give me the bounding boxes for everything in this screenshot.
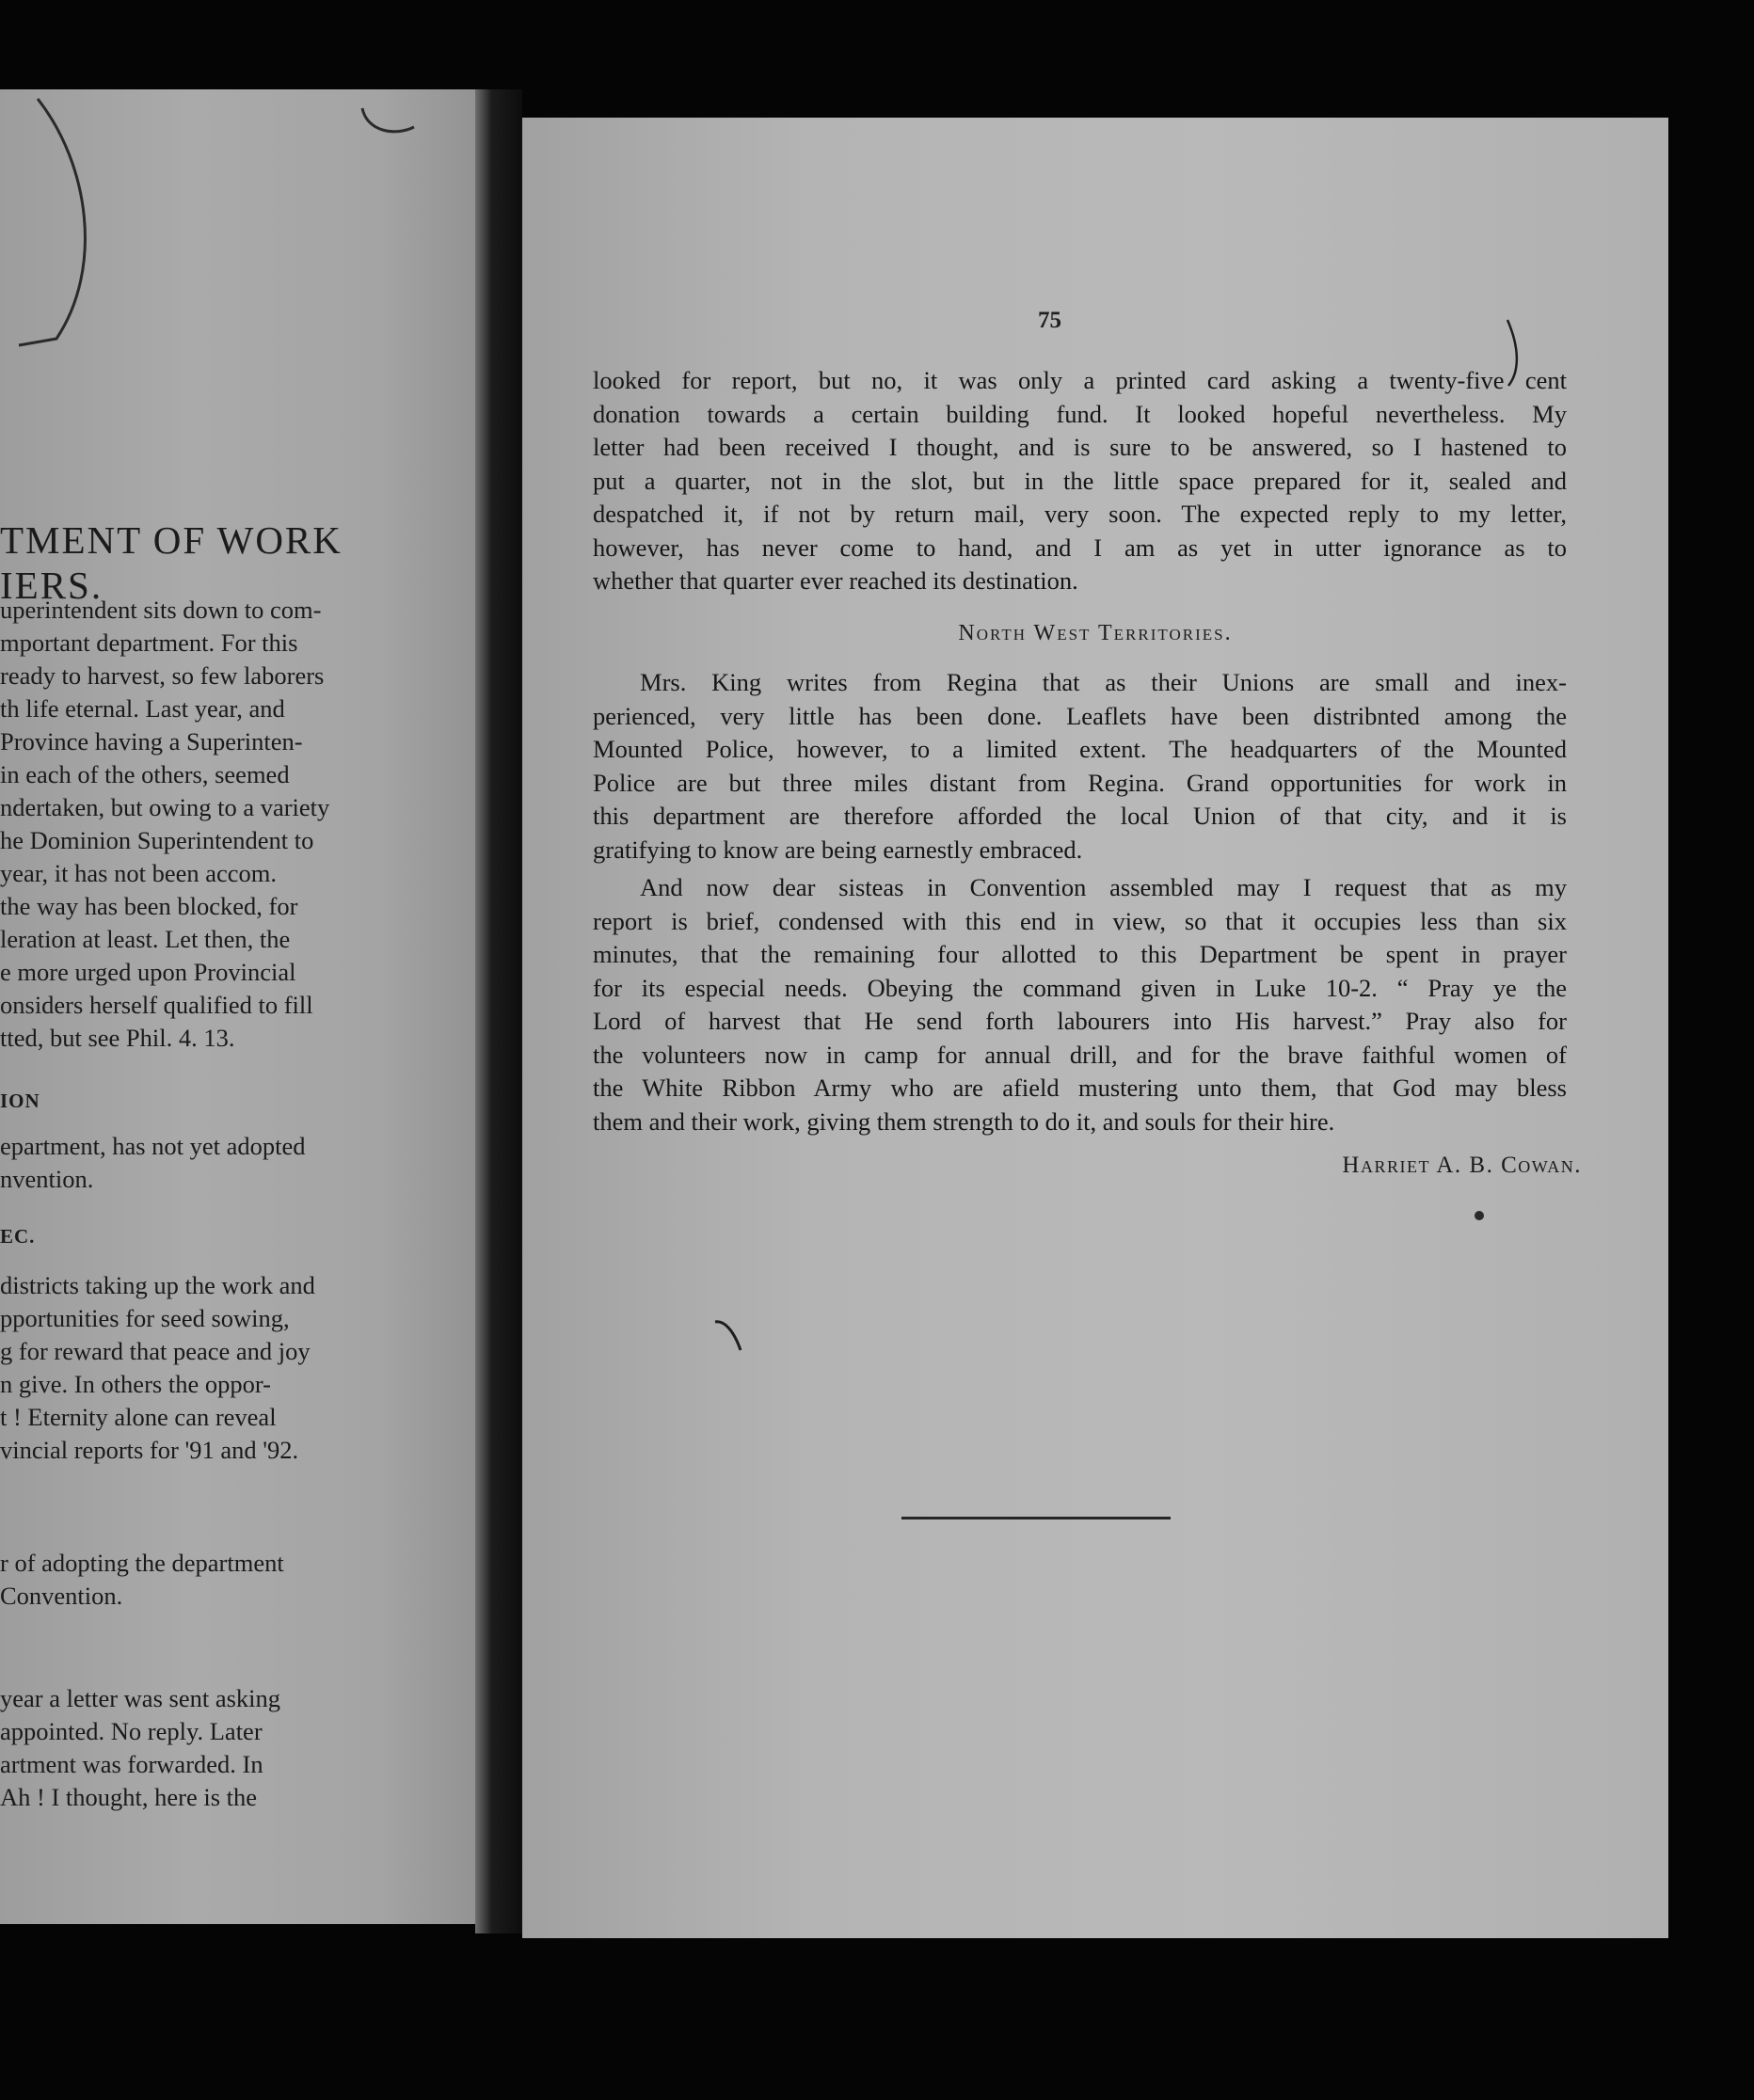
text-line: despatched it, if not by return mail, very soon. The expected reply to my letter, <box>593 500 1567 528</box>
text-line: epartment, has not yet adopted <box>0 1132 306 1160</box>
text-line: for its especial needs. Obeying the command given in Luke 10-2. “ Pray ye the <box>593 973 1567 1002</box>
text-line: letter had been received I thought, and is sure to be answered, so I hastened to <box>593 433 1567 461</box>
text-line: e more urged upon Provincial <box>0 958 296 986</box>
text-line: report is brief, condensed with this end in view, so that it occupies less than six <box>593 906 1567 935</box>
text-line: Mrs. King writes from Regina that as their Unions are small and inex- <box>640 668 1567 696</box>
text-line: put a quarter, not in the slot, but in the little space prepared for it, sealed and <box>593 466 1567 495</box>
text-line: gratifying to know are being earnestly embraced. <box>593 835 1083 864</box>
text-line: them and their work, giving them strength to do it, and souls for their hire. <box>593 1106 1335 1136</box>
text-line: th life eternal. Last year, and <box>0 694 285 723</box>
text-line: t ! Eternity alone can reveal <box>0 1403 277 1431</box>
text-line: Lord of harvest that He send forth labourers into His harvest.” Pray also for <box>593 1007 1567 1035</box>
left-paragraph-4 <box>0 1547 284 1613</box>
text-line: the White Ribbon Army who are afield mustering unto them, that God may bless <box>593 1074 1567 1102</box>
left-paragraph-3 <box>0 1269 315 1467</box>
scan-background <box>470 1938 1694 2100</box>
text-line: nvention. <box>0 1165 94 1193</box>
text-line: year a letter was sent asking <box>0 1684 281 1712</box>
text-line: Police are but three miles distant from Regina. Grand opportunities for work in <box>593 768 1567 797</box>
book-gutter <box>475 89 522 1933</box>
text-line: tted, but see Phil. 4. 13. <box>0 1024 235 1052</box>
text-line: mportant department. For this <box>0 628 298 657</box>
text-line: the volunteers now in camp for annual drill, and for the brave faithful women of <box>593 1040 1567 1069</box>
text-line: Convention. <box>0 1582 123 1610</box>
left-paragraph-1 <box>0 594 329 1055</box>
text-line: Province having a Superinten- <box>0 727 303 756</box>
text-line: districts taking up the work and <box>0 1271 315 1299</box>
signature: Harriet A. B. Cowan. <box>1342 1153 1582 1178</box>
text-line: uperintendent sits down to com- <box>0 596 322 624</box>
text-line: year, it has not been accom. <box>0 859 277 887</box>
left-subhead-2: EC. <box>0 1225 36 1248</box>
text-line: g for reward that peace and joy <box>0 1337 311 1365</box>
text-line: ready to harvest, so few laborers <box>0 661 325 690</box>
text-line: r of adopting the department <box>0 1549 284 1577</box>
text-line: this department are therefore afforded the local Union of that city, and it is <box>593 802 1567 830</box>
text-line: leration at least. Let then, the <box>0 925 291 953</box>
text-line: he Dominion Superintendent to <box>0 826 314 854</box>
left-subhead-1: ION <box>0 1090 40 1112</box>
text-line: Mounted Police, however, to a limited extent. The headquarters of the Mounted <box>593 735 1567 763</box>
left-paragraph-2 <box>0 1130 306 1196</box>
text-line: artment was forwarded. In <box>0 1750 263 1778</box>
left-paragraph-5 <box>0 1682 280 1814</box>
text-line: Ah ! I thought, here is the <box>0 1783 258 1811</box>
text-line: And now dear sisteas in Convention assembled may I request that as my <box>640 873 1567 901</box>
text-line: onsiders herself qualified to fill <box>0 991 313 1019</box>
text-line: ndertaken, but owing to a variety <box>0 793 330 821</box>
pen-mark-icon <box>522 118 1668 1957</box>
left-page <box>0 89 475 1924</box>
text-line: looked for report, but no, it was only a printed card asking a twenty-five cent <box>593 366 1567 394</box>
left-heading-line: TMENT OF WORK <box>0 518 343 562</box>
text-line: perienced, very little has been done. Leaflets have been distribnted among the <box>593 701 1567 730</box>
text-line: n give. In others the oppor- <box>0 1370 271 1398</box>
left-heading-line: IERS. <box>0 564 104 607</box>
text-line: appointed. No reply. Later <box>0 1717 263 1745</box>
right-page <box>522 118 1668 1957</box>
page-number: 75 <box>1038 308 1061 333</box>
text-line: the way has been blocked, for <box>0 892 298 920</box>
text-line: however, has never come to hand, and I am as yet in utter ignorance as to <box>593 533 1567 562</box>
text-line: donation towards a certain building fund. It looked hopeful nevertheless. My <box>593 399 1567 428</box>
text-line: whether that quarter ever reached its destination. <box>593 566 1078 595</box>
text-line: minutes, that the remaining four allotted to this Department be spent in prayer <box>593 940 1567 968</box>
text-line: vincial reports for '91 and '92. <box>0 1436 299 1464</box>
section-title: North West Territories. <box>958 621 1233 645</box>
text-line: in each of the others, seemed <box>0 760 290 788</box>
pen-mark-icon <box>0 89 475 372</box>
text-line: pportunities for seed sowing, <box>0 1304 290 1332</box>
